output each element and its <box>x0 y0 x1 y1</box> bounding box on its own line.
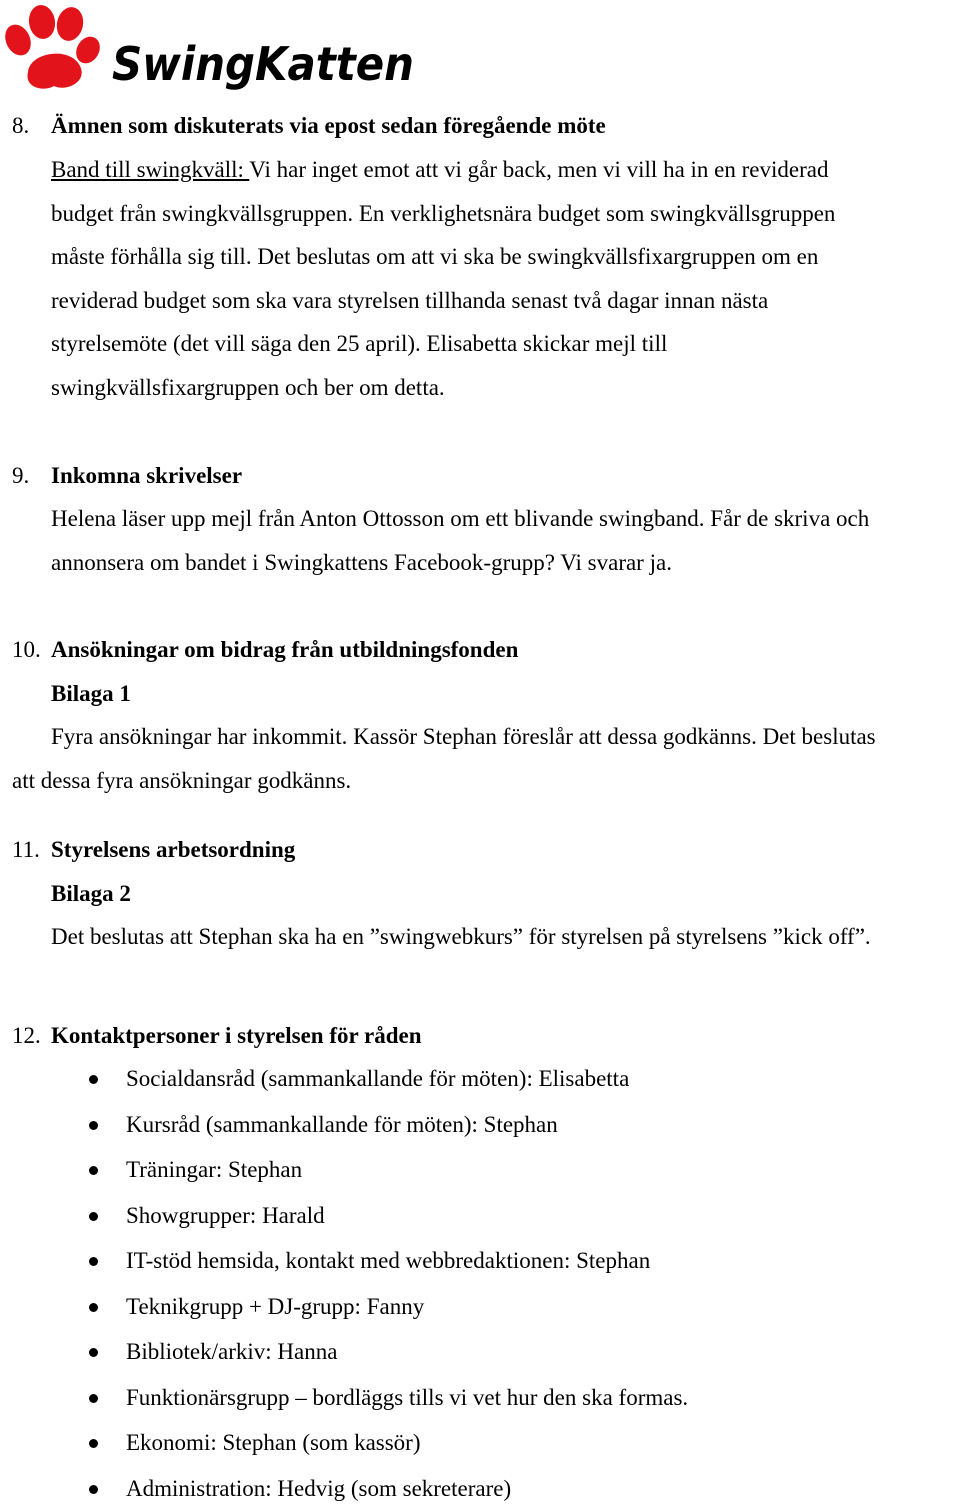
list-item <box>0 1155 960 1185</box>
paragraph-line: reviderad budget som ska vara styrelsen tillhanda senast två dagar innan nästa <box>51 288 769 313</box>
list-item-text: IT-stöd hemsida, kontakt med webbredaktionen: Stephan <box>126 1248 651 1273</box>
paragraph-line: swingkvällsfixargruppen och ber om detta. <box>51 375 445 400</box>
swingkatten-logo <box>0 0 420 96</box>
section-title: Inkomna skrivelser <box>51 463 243 488</box>
list-item <box>0 1428 960 1458</box>
paragraph-line: budget från swingkvällsgruppen. En verklighetsnära budget som swingkvällsgruppen <box>51 201 836 226</box>
paragraph-line: annonsera om bandet i Swingkattens Facebook-grupp? Vi svarar ja. <box>51 550 672 575</box>
section-number: 10. <box>12 637 41 662</box>
list-item <box>0 1292 960 1322</box>
bullet-icon <box>89 1212 98 1221</box>
list-item-text: Kursråd (sammankallande för möten): Stephan <box>126 1111 558 1137</box>
paw-logo-icon <box>0 0 420 96</box>
bullet-icon <box>89 1166 98 1175</box>
section-title: Ämnen som diskuterats via epost sedan föregående möte <box>51 113 606 138</box>
list-item-text: Funktionärsgrupp – bordläggs tills vi vet hur den ska formas. <box>126 1384 689 1410</box>
list-item-text: Socialdansråd (sammankallande för möten): Elisabetta <box>126 1066 630 1091</box>
text-span: Vi har inget emot att vi går back, men vi vill ha in en reviderad <box>249 157 829 182</box>
paragraph-line <box>51 156 828 184</box>
underlined-lead: Band till swingkväll: <box>51 157 250 182</box>
paragraph-line: måste förhålla sig till. Det beslutas om att vi ska be swingkvällsfixargruppen om en <box>51 244 819 269</box>
section-title: Styrelsens arbetsordning <box>51 837 296 862</box>
list-item-text: Teknikgrupp + DJ-grupp: Fanny <box>126 1293 425 1319</box>
section-title: Kontaktpersoner i styrelsen för råden <box>51 1023 422 1048</box>
attachment-label: Bilaga 2 <box>51 881 131 906</box>
list-item <box>0 1383 960 1413</box>
section-number: 12. <box>12 1023 41 1048</box>
list-item <box>0 1337 960 1367</box>
list-item <box>0 1246 960 1276</box>
section-number: 9. <box>12 463 30 488</box>
bullet-icon <box>89 1257 98 1266</box>
list-item-text: Ekonomi: Stephan (som kassör) <box>126 1430 421 1455</box>
list-item-text: Administration: Hedvig (som sekreterare) <box>126 1475 512 1501</box>
section-title: Ansökningar om bidrag från utbildningsfonden <box>51 637 519 662</box>
list-item-text: Showgrupper: Harald <box>126 1202 325 1228</box>
bullet-icon <box>89 1394 98 1403</box>
bullet-icon <box>89 1121 98 1130</box>
logo-wordmark: SwingKatten <box>112 37 414 91</box>
list-item-text: Träningar: Stephan <box>126 1157 303 1182</box>
list-item <box>0 1064 960 1094</box>
bullet-icon <box>89 1348 98 1357</box>
list-item <box>0 1474 960 1504</box>
paragraph-line: att dessa fyra ansökningar godkänns. <box>12 768 352 793</box>
list-item <box>0 1201 960 1231</box>
list-item <box>0 1110 960 1140</box>
paragraph-line: Helena läser upp mejl från Anton Ottosson om ett blivande swingband. Får de skriva och <box>51 506 870 531</box>
paragraph-line: styrelsemöte (det vill säga den 25 april). Elisabetta skickar mejl till <box>51 331 668 356</box>
paragraph-line: Fyra ansökningar har inkommit. Kassör Stephan föreslår att dessa godkänns. Det beslutas <box>51 724 876 749</box>
bullet-icon <box>89 1303 98 1312</box>
bullet-icon <box>89 1439 98 1448</box>
attachment-label: Bilaga 1 <box>51 681 131 706</box>
section-number: 11. <box>12 837 40 862</box>
list-item-text: Bibliotek/arkiv: Hanna <box>126 1339 338 1364</box>
bullet-icon <box>89 1075 98 1084</box>
paragraph-line: Det beslutas att Stephan ska ha en ”swingwebkurs” för styrelsen på styrelsens ”kick off”. <box>51 924 871 949</box>
bullet-icon <box>89 1485 98 1494</box>
section-number: 8. <box>12 113 30 138</box>
